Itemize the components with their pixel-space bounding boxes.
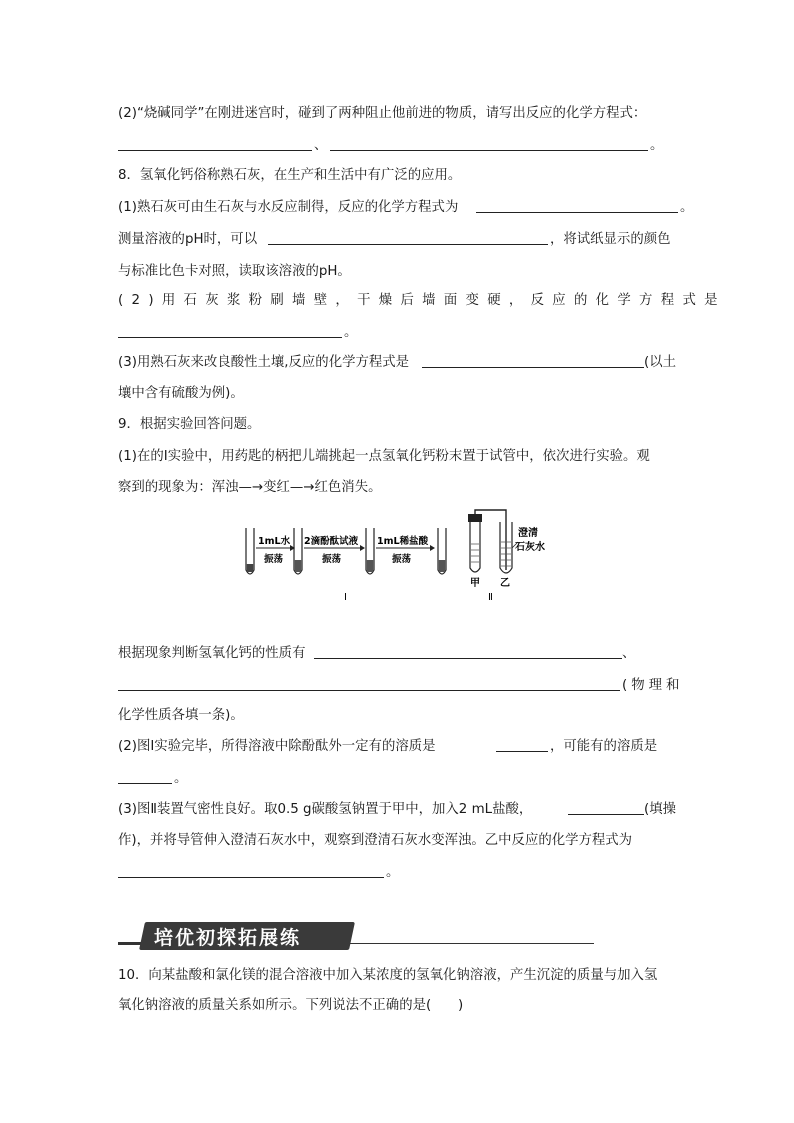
test-tube-icon xyxy=(438,528,446,574)
q9-p2c: 。 xyxy=(174,771,188,786)
q9-p1a: (1)在的Ⅰ实验中，用药匙的柄把儿端挑起一点氢氧化钙粉末置于试管中，依次进行实验。观 xyxy=(118,449,650,464)
q8-p3a: (3)用熟石灰来改良酸性土壤,反应的化学方程式是 xyxy=(118,355,410,370)
q9-p1e: (物理和 xyxy=(622,678,684,693)
q7-part2-text: (2)“烧碱同学”在刚进迷宫时，碰到了两种阻止他前进的物质，请写出反应的化学方程式： xyxy=(118,106,647,121)
section-title: 培优初探拓展练 xyxy=(154,927,302,949)
answer-blank[interactable] xyxy=(118,877,384,878)
step2-bottom-label: 振荡 xyxy=(322,554,342,565)
answer-blank[interactable] xyxy=(118,783,172,784)
answer-blank[interactable] xyxy=(118,150,312,151)
q7-end: 。 xyxy=(650,138,664,153)
answer-blank[interactable] xyxy=(314,658,622,659)
step2-top-label: 2滴酚酞试液 xyxy=(304,536,359,547)
q8-p2b: 。 xyxy=(344,325,358,340)
q8-p1b: 。 xyxy=(680,200,694,215)
answer-blank[interactable] xyxy=(496,751,548,752)
q9-p3c: 作)，并将导管伸入澄清石灰水中，观察到澄清石灰水变浑浊。乙中反应的化学方程式为 xyxy=(118,833,633,848)
q9-stem: 9．根据实验回答问题。 xyxy=(118,417,261,432)
section-banner xyxy=(118,922,594,952)
q10-line1: 10．向某盐酸和氯化镁的混合溶液中加入某浓度的氢氧化钠溶液，产生沉淀的质量与加入氢 xyxy=(118,968,658,983)
gas-apparatus xyxy=(468,510,545,603)
label-yi: 乙 xyxy=(500,578,510,589)
figure-label-II: Ⅱ xyxy=(488,592,493,603)
step1-top-label: 1mL水 xyxy=(258,536,291,547)
q9-p1c: 根据现象判断氢氧化钙的性质有 xyxy=(118,646,306,661)
q8-p1c: 测量溶液的pH时，可以 xyxy=(118,232,258,247)
q8-p1a: (1)熟石灰可由生石灰与水反应制得，反应的化学方程式为 xyxy=(118,200,459,215)
step-arrow-2 xyxy=(304,535,365,565)
test-tube-icon xyxy=(246,528,254,574)
q9-p1d: 、 xyxy=(622,646,636,661)
answer-blank[interactable] xyxy=(268,244,548,245)
q9-p2b: ，可能有的溶质是 xyxy=(550,739,658,754)
q7-separator: 、 xyxy=(314,138,328,153)
q9-p3a: (3)图Ⅱ装置气密性良好。取0.5 g碳酸氢钠置于甲中，加入2 mL盐酸， xyxy=(118,802,533,817)
step-arrow-1 xyxy=(256,535,295,565)
q9-p2a: (2)图Ⅰ实验完毕，所得溶液中除酚酞外一定有的溶质是 xyxy=(118,739,436,754)
step-arrow-3 xyxy=(376,535,435,565)
q9-p3b: (填操 xyxy=(644,802,677,817)
q9-p3d: 。 xyxy=(386,865,400,880)
q9-p1b: 察到的现象为：浑浊—→变红—→红色消失。 xyxy=(118,480,382,495)
q8-p2a: (2)用石灰浆粉刷墙壁，干燥后墙面变硬，反应的化学方程式是 xyxy=(118,293,726,308)
answer-blank[interactable] xyxy=(476,212,678,213)
step3-bottom-label: 振荡 xyxy=(392,554,412,565)
answer-blank[interactable] xyxy=(118,337,342,338)
answer-blank[interactable] xyxy=(568,814,644,815)
test-tube-icon xyxy=(294,528,302,574)
q9-p1f: 化学性质各填一条)。 xyxy=(118,708,244,723)
q8-p3c: 壤中含有硫酸为例)。 xyxy=(118,386,244,401)
answer-blank[interactable] xyxy=(118,690,620,691)
q10-line2: 氧化钠溶液的质量关系如所示。下列说法不正确的是( ) xyxy=(118,998,464,1013)
q8-p1e: 与标准比色卡对照，读取该溶液的pH。 xyxy=(118,264,351,279)
step3-top-label: 1mL稀盐酸 xyxy=(377,536,429,547)
test-tube-icon xyxy=(366,528,374,574)
q8-stem: 8．氢氧化钙俗称熟石灰，在生产和生活中有广泛的应用。 xyxy=(118,168,462,183)
limewater-label-1: 澄清 xyxy=(518,528,538,539)
limewater-label-2: 石灰水 xyxy=(515,542,545,553)
answer-blank[interactable] xyxy=(422,367,644,368)
q8-p1d: ，将试纸显示的颜色 xyxy=(550,232,671,247)
q8-p3b: (以土 xyxy=(644,355,677,370)
figure-label-I: Ⅰ xyxy=(344,592,347,603)
experiment-figure xyxy=(240,508,560,604)
label-jia: 甲 xyxy=(470,578,480,589)
step1-bottom-label: 振荡 xyxy=(264,554,284,565)
answer-blank[interactable] xyxy=(330,150,648,151)
